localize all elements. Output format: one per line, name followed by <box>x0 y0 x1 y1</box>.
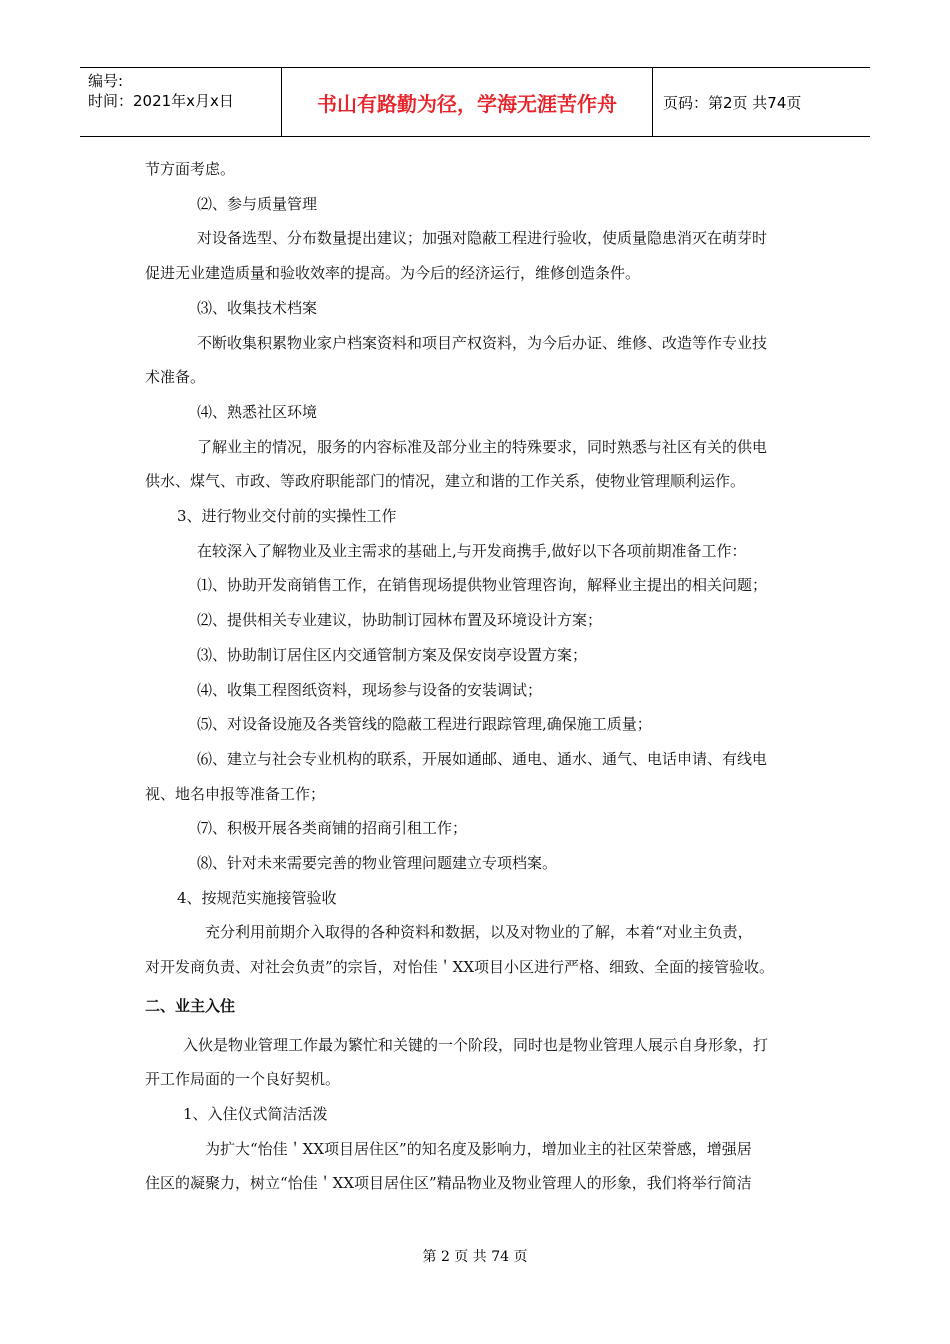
body-paragraph-line: 在较深入了解物业及业主需求的基础上,与开发商携手,做好以下各项前期准备工作： <box>197 541 747 560</box>
body-paragraph-line: 4、按规范实施接管验收 <box>177 888 337 907</box>
header-meta-cell <box>80 68 282 136</box>
body-paragraph-line: ⑶、协助制订居住区内交通管制方案及保安岗亭设置方案； <box>197 645 588 664</box>
body-paragraph-line: ⑷、收集工程图纸资料，现场参与设备的安装调试； <box>197 680 543 699</box>
document-body <box>145 152 805 1201</box>
body-paragraph-line: 术准备。 <box>145 368 206 387</box>
body-paragraph-line: 住区的凝聚力，树立“怡佳＇XX项目居住区”精品物业及物业管理人的形象，我们将举行简洁 <box>145 1174 752 1193</box>
body-paragraph-line: 入伙是物业管理工作最为繁忙和关键的一个阶段，同时也是物业管理人展示自身形象，打 <box>183 1035 769 1054</box>
body-paragraph-line: 促进无业建造质量和验收效率的提高。为今后的经济运行，维修创造条件。 <box>145 264 641 283</box>
body-paragraph-line: 了解业主的情况，服务的内容标准及部分业主的特殊要求，同时熟悉与社区有关的供电 <box>197 437 768 456</box>
body-paragraph-line: ⑴、协助开发商销售工作，在销售现场提供物业管理咨询，解释业主提出的相关问题； <box>197 576 768 595</box>
body-paragraph-line: 不断收集积累物业家户档案资料和项目产权资料，为今后办证、维修、改造等作专业技 <box>197 333 768 352</box>
body-paragraph-line: ⑺、积极开展各类商铺的招商引租工作； <box>197 819 468 838</box>
body-paragraph-line: 3、进行物业交付前的实操性工作 <box>177 507 397 526</box>
body-paragraph-line: 节方面考虑。 <box>145 160 236 178</box>
body-paragraph-line: ⑵、参与质量管理 <box>197 194 318 213</box>
document-header <box>80 67 870 137</box>
body-paragraph-line: ⑸、对设备设施及各类管线的隐蔽工程进行跟踪管理,确保施工质量； <box>197 715 652 734</box>
body-paragraph-line: 供水、煤气、市政、等政府职能部门的情况，建立和谐的工作关系，使物业管理顺利运作。 <box>145 472 746 491</box>
body-paragraph-line: ⑶、收集技术档案 <box>197 298 318 317</box>
body-paragraph-line: 视、地名申报等准备工作； <box>145 784 326 803</box>
body-paragraph-line: ⑻、针对未来需要完善的物业管理问题建立专项档案。 <box>197 854 558 873</box>
section-heading: 二、业主入住 <box>145 996 236 1015</box>
body-paragraph-line: ⑷、熟悉社区环境 <box>197 402 318 421</box>
body-paragraph-line: 充分利用前期介入取得的各种资料和数据，以及对物业的了解，本着“对业主负责， <box>205 923 753 942</box>
document-number-label: 编号: <box>88 72 124 90</box>
body-paragraph-line: 开工作局面的一个良好契机。 <box>145 1070 341 1089</box>
document-time-label: 时间：2021年x月x日 <box>88 92 234 110</box>
body-paragraph-line: 对开发商负责、对社会负责”的宗旨，对怡佳＇XX项目小区进行严格、细致、全面的接管验收。 <box>145 958 775 977</box>
body-paragraph-line: 1、入住仪式简洁活泼 <box>183 1104 328 1123</box>
header-motto: 书山有路勤为径，学海无涯苦作舟 <box>282 68 653 136</box>
body-paragraph-line: ⑵、提供相关专业建议，协助制订园林布置及环境设计方案； <box>197 611 603 630</box>
body-paragraph-line: 对设备选型、分布数量提出建议；加强对隐蔽工程进行验收，使质量隐患消灭在萌芽时 <box>197 229 768 248</box>
header-page-info: 页码：第2页 共74页 <box>663 93 802 112</box>
body-paragraph-line: ⑹、建立与社会专业机构的联系，开展如通邮、通电、通水、通气、电话申请、有线电 <box>197 749 768 768</box>
body-paragraph-line: 为扩大“怡佳＇XX项目居住区”的知名度及影响力，增加业主的社区荣誉感，增强居 <box>205 1139 752 1158</box>
page-footer: 第 2 页 共 74 页 <box>422 1249 528 1265</box>
